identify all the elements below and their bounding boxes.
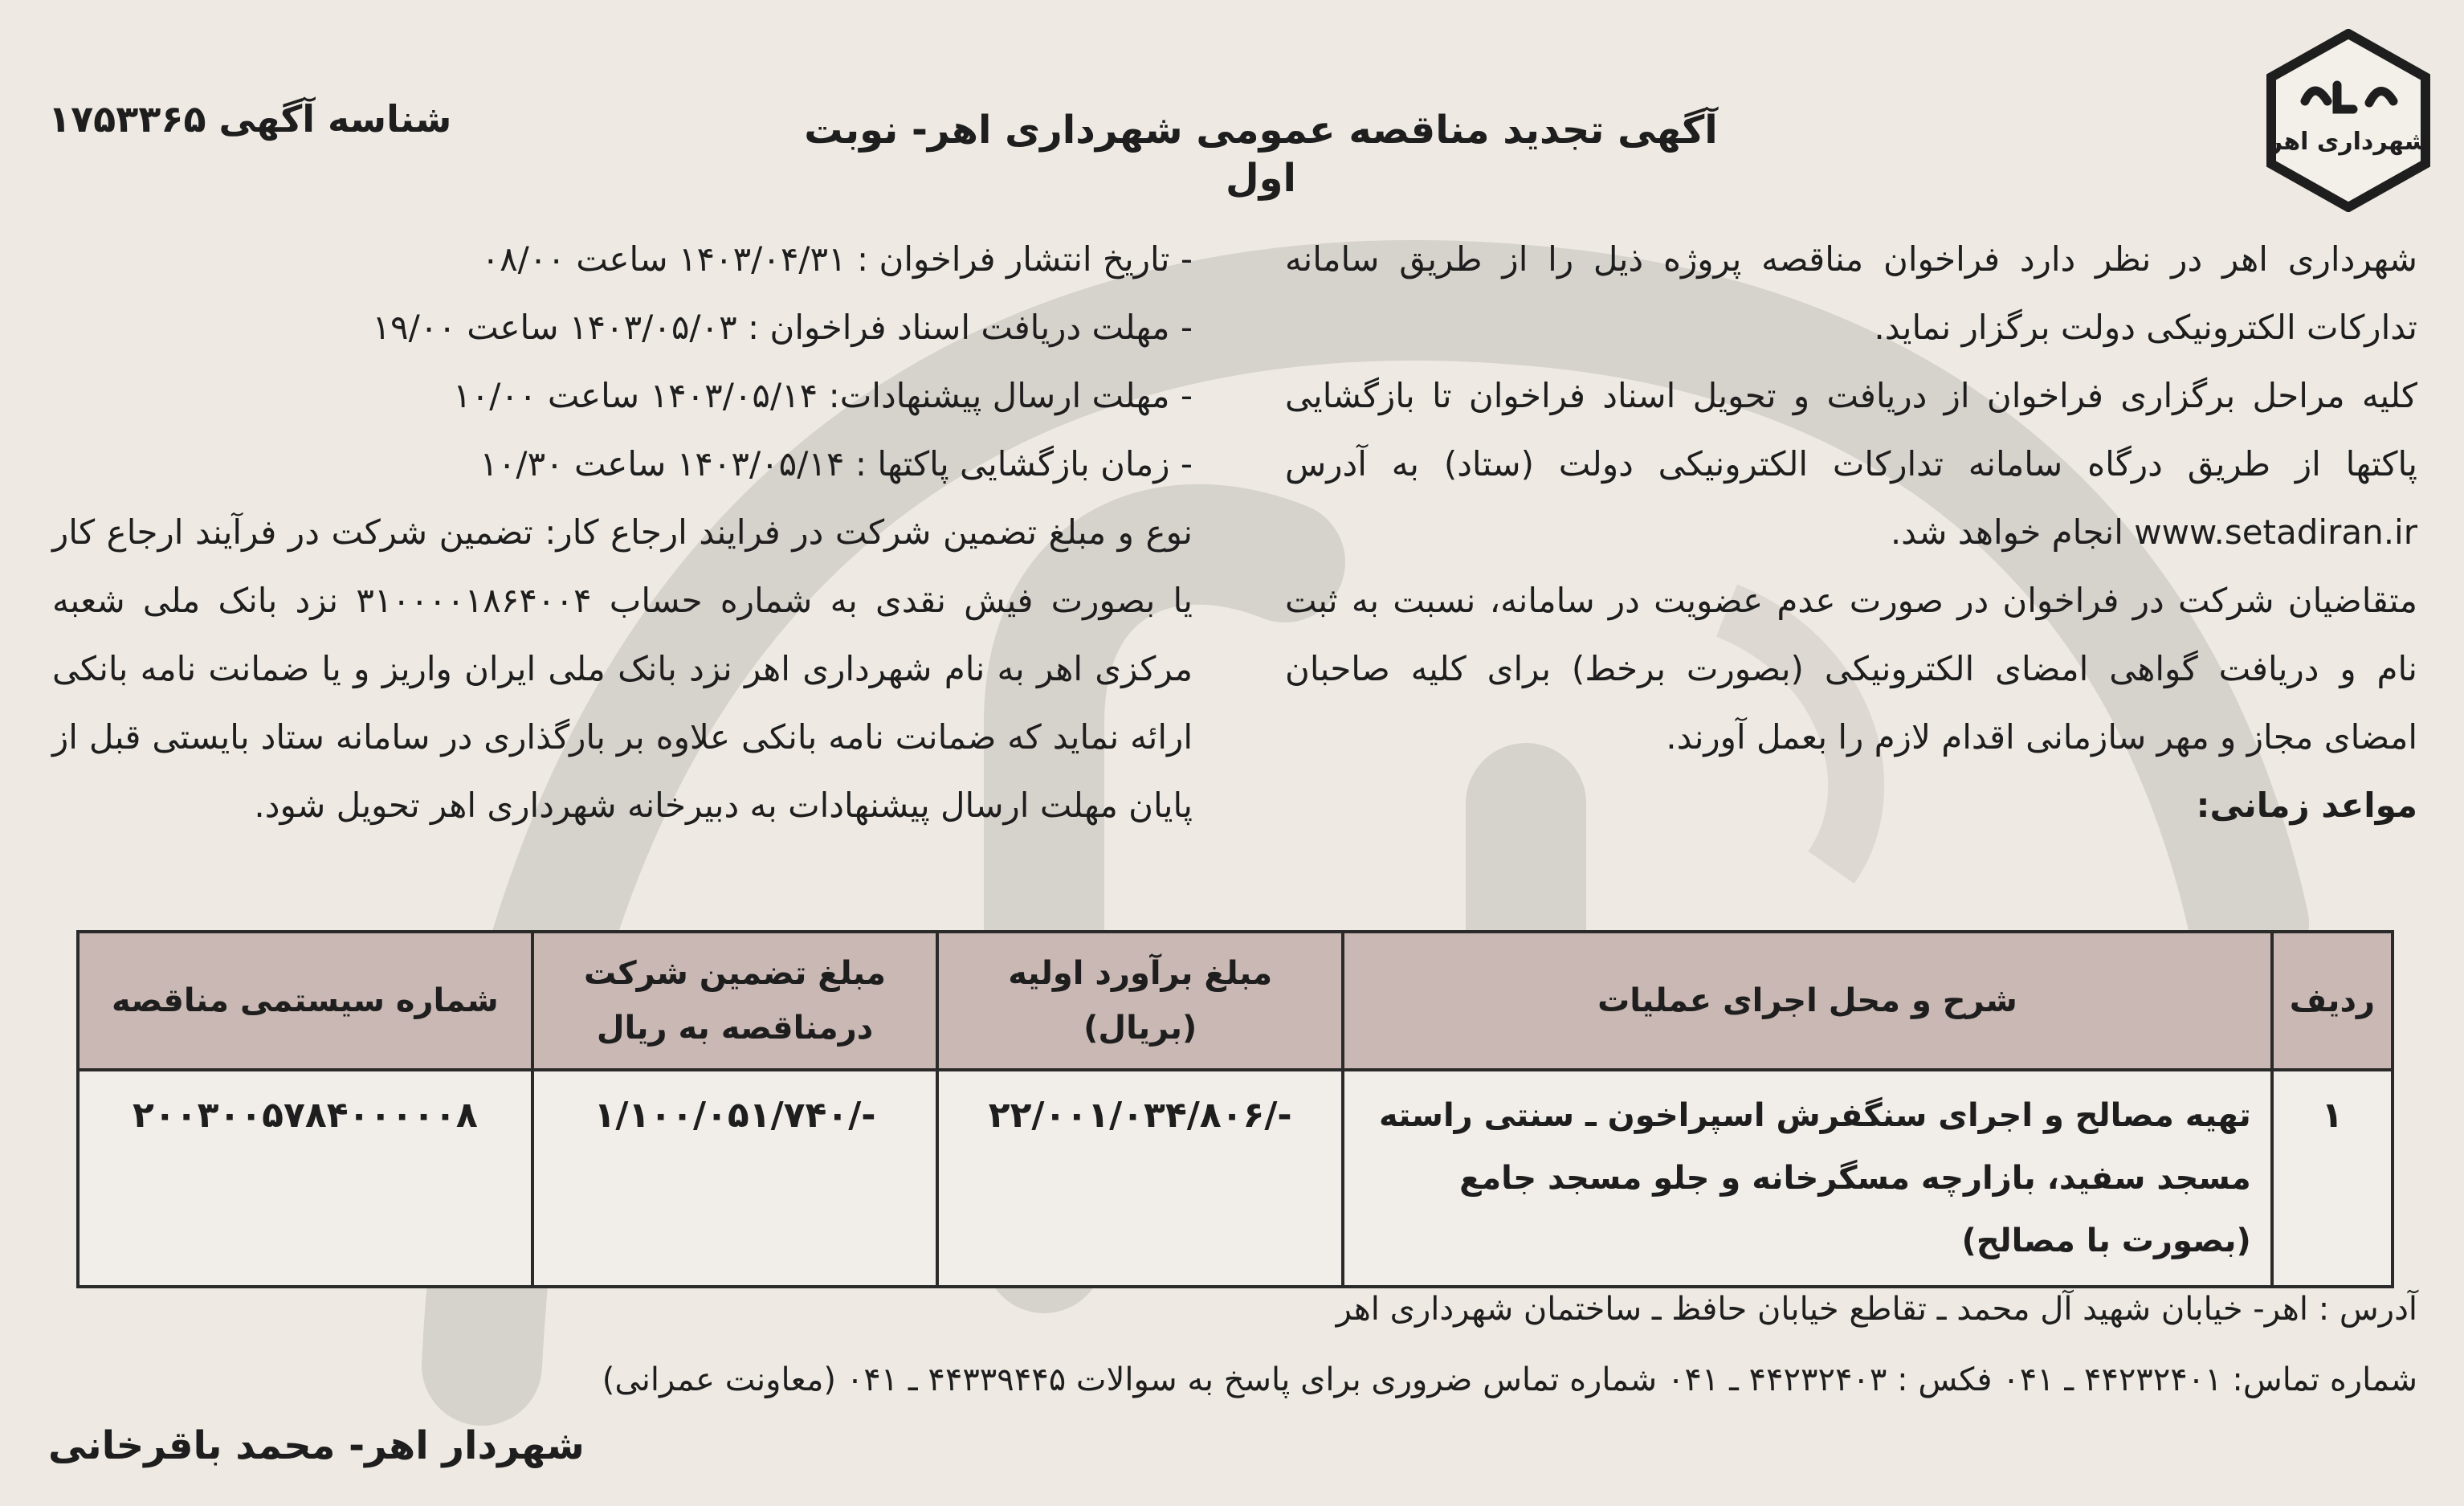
logo-hexagon [2271,34,2425,207]
municipality-logo [2257,29,2440,212]
deadline-submit-bids: - مهلت ارسال پیشنهادات: ۱۴۰۳/۰۵/۱۴ ساعت ۱۰/۰۰ [453,376,1193,415]
notice-title: آگهی تجدید مناقصه عمومی شهرداری اهر- نوبت اول [804,108,1718,201]
mayor-signature: شهردار اهر- محمد باقرخانی [48,1423,585,1468]
logo-text: شهرداری اهر [2268,128,2429,156]
table-header-row [78,932,2393,1070]
cell-estimate: -/۲۲/۰۰۱/۰۳۴/۸۰۶ [937,1070,1343,1287]
ad-id: شناسه آگهی ۱۷۵۳۳۶۵ [48,97,452,141]
cell-description: تهیه مصالح و اجرای سنگفرش اسپراخون ـ سنتی راسته مسجد سفید، بازارچه مسگرخانه و جلو مسجد جامع (بصورت با مصالح) [1343,1070,2272,1287]
header-description: شرح و محل اجرای عملیات [1343,932,2272,1070]
header-estimate [937,932,1343,1070]
header-tender-number: شماره سیستمی مناقصه [78,932,532,1070]
contact-line: شماره تماس: ۴۴۲۳۲۴۰۱ ـ ۰۴۱ فکس : ۴۴۲۳۲۴۰۳ ـ ۰۴۱ شماره تماس ضروری برای پاسخ به سوالات ۴۴۳۳۹۴۴۵ ـ ۰۴۱ (معاونت عمرانی) [602,1361,2417,1398]
tender-table [76,930,2394,1288]
setad-url-link[interactable]: www.setadiran.ir [2134,512,2417,552]
intro-paragraph-2 [1285,361,2417,566]
address-line: آدرس : اهر- خیابان شهید آل محمد ـ تقاطع خیابان حافظ ـ ساختمان شهرداری اهر [1336,1291,2417,1328]
intro-paragraph-1: شهرداری اهر در نظر دارد فراخوان مناقصه پروژه ذیل را از طریق سامانه تدارکات الکترونیکی دولت برگزار نماید. [1285,239,2417,347]
deadline-publish: - تاریخ انتشار فراخوان : ۱۴۰۳/۰۴/۳۱ ساعت ۰۸/۰۰ [481,239,1193,279]
guarantee-paragraph: نوع و مبلغ تضمین شرکت در فرایند ارجاع کار: تضمین شرکت در فرآیند ارجاع کار یا بصورت فیش نقدی به شماره حساب ۳۱۰۰۰۰۱۸۶۴۰۰۴ نزد بانک ملی شعبه مرکزی اهر به نام شهرداری اهر نزد بانک ملی ایران واریز و یا ضمانت نامه بانکی ارائه نماید که ضمانت نامه بانکی علاوه بر بارگذاری در سامانه ستاد بایستی قبل از پایان مهلت ارسال پیشنهادات به دبیرخانه شهرداری اهر تحویل شود. [52,512,1193,825]
header-guarantee [532,932,938,1070]
cell-row-number: ۱ [2272,1070,2393,1287]
header-row-number: ردیف [2272,932,2393,1070]
intro-paragraph-3: متقاضیان شرکت در فراخوان در صورت عدم عضویت در سامانه، نسبت به ثبت نام و دریافت گواهی امضای الکترونیکی (بصورت برخط) برای کلیه صاحبان امضای مجاز و مهر سازمانی اقدام لازم را بعمل آورند. [1285,581,2417,757]
cell-tender-number: ۲۰۰۳۰۰۵۷۸۴۰۰۰۰۰۸ [78,1070,532,1287]
deadline-open-envelopes: - زمان بازگشایی پاکتها : ۱۴۰۳/۰۵/۱۴ ساعت ۱۰/۳۰ [479,444,1193,484]
intro-p2-text: کلیه مراحل برگزاری فراخوان از دریافت و تحویل اسناد فراخوان تا بازگشایی پاکتها از طریق درگاه سامانه تدارکات الکترونیکی دولت (ستاد) به آدرس [1285,376,2417,484]
schedule-heading: مواعد زمانی: [2196,786,2417,825]
deadlines-column [52,225,1193,839]
header-guarantee-line1: مبلغ تضمین شرکت [584,955,887,992]
deadline-list [52,225,1193,498]
intro-p2-end: انجام خواهد شد. [1890,512,2123,552]
table-row [78,1070,2393,1287]
intro-column [1285,225,2417,839]
cell-guarantee: -/۱/۱۰۰/۰۵۱/۷۴۰ [532,1070,938,1287]
header-estimate-line1: مبلغ برآورد اولیه [1008,955,1273,992]
deadline-receive-docs: - مهلت دریافت اسناد فراخوان : ۱۴۰۳/۰۵/۰۳ ساعت ۱۹/۰۰ [372,308,1193,347]
header-estimate-line2: (بریال) [1083,1010,1197,1047]
header-guarantee-line2: درمناقصه به ریال [596,1010,874,1047]
